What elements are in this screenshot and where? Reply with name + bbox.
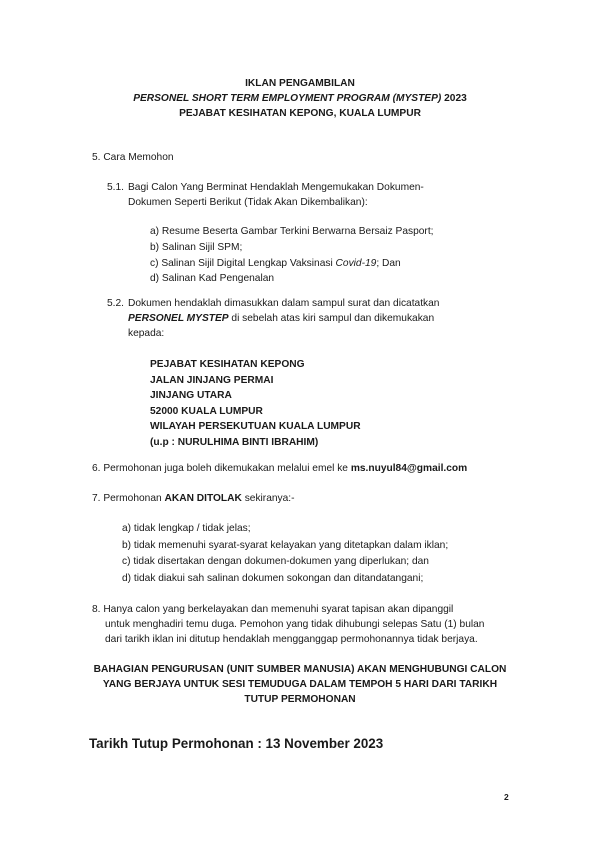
document-item: b) Salinan Sijil SPM; — [150, 241, 243, 253]
document-item: a) Resume Beserta Gambar Terkini Berwarna Bersaiz Pasport; — [150, 226, 434, 237]
address-line: JINJANG UTARA — [150, 390, 232, 401]
section-5-2-line1: Dokumen hendaklah dimasukkan dalam sampul surat dan dicatatkan — [128, 298, 440, 309]
header-program-name: PERSONEL SHORT TERM EMPLOYMENT PROGRAM (MYSTEP) — [133, 93, 442, 104]
document-item: d) Salinan Kad Pengenalan — [150, 273, 275, 285]
rejection-item: d) tidak diakui sah salinan dokumen sokongan dan ditandatangani; — [122, 572, 424, 584]
section-7-prefix: 7. Permohonan — [92, 493, 165, 504]
document-header — [0, 76, 600, 121]
document-item-suffix: ; Dan — [376, 257, 401, 269]
contact-email: ms.nuyul84@gmail.com — [350, 463, 468, 474]
address-line: JALAN JINJANG PERMAI — [150, 374, 274, 386]
rejection-list — [122, 521, 448, 587]
header-program-year: 2023 — [441, 93, 467, 104]
section-6-text: 6. Permohonan juga boleh dikemukakan melalui emel ke — [92, 463, 351, 474]
section-5-2-line3: kepada: — [128, 328, 165, 339]
document-item-text: c) Salinan Sijil Digital Lengkap Vaksinasi — [150, 257, 336, 269]
page-number: 2 — [504, 792, 509, 802]
section-5-2-number: 5.2. — [107, 298, 124, 309]
section-8-line3: dari tarikh iklan ini ditutup hendaklah mengganggap permohonannya tidak berjaya. — [105, 634, 478, 645]
hr-notice-line: BAHAGIAN PENGURUSAN (UNIT SUMBER MANUSIA) AKAN MENGHUBUNGI CALON — [93, 664, 507, 675]
section-7-suffix: sekiranya:- — [241, 493, 295, 504]
hr-notice — [60, 662, 540, 707]
section-5-2-line2-rest: di sebelah atas kiri sampul dan dikemukakan — [228, 313, 435, 324]
section-8 — [92, 602, 512, 647]
section-7-rejected: AKAN DITOLAK — [164, 493, 242, 504]
section-5-1-line2: Dokumen Seperti Berikut (Tidak Akan Dikembalikan): — [128, 197, 368, 208]
rejection-item: a) tidak lengkap / tidak jelas; — [122, 523, 251, 534]
section-5-2-line2 — [128, 311, 434, 326]
address-line: WILAYAH PERSEKUTUAN KUALA LUMPUR — [150, 421, 361, 432]
personel-mystep-label: PERSONEL MYSTEP — [128, 313, 229, 324]
rejection-item: b) tidak memenuhi syarat-syarat kelayakan yang ditetapkan dalam iklan; — [122, 539, 449, 551]
section-8-line1: 8. Hanya calon yang berkelayakan dan memenuhi syarat tapisan akan dipanggil — [92, 604, 454, 615]
address-line: PEJABAT KESIHATAN KEPONG — [150, 359, 305, 370]
rejection-item: c) tidak disertakan dengan dokumen-dokumen yang diperlukan; dan — [122, 556, 429, 567]
section-5-1-line1: Bagi Calon Yang Berminat Hendaklah Mengemukakan Dokumen- — [128, 182, 424, 193]
address-line: (u.p : NURULHIMA BINTI IBRAHIM) — [150, 436, 319, 448]
section-6 — [92, 461, 467, 476]
hr-notice-line: YANG BERJAYA UNTUK SESI TEMUDUGA DALAM TEMPOH 5 HARI DARI TARIKH — [102, 679, 498, 690]
mailing-address — [150, 357, 361, 450]
address-line: 52000 KUALA LUMPUR — [150, 405, 263, 417]
header-title: IKLAN PENGAMBILAN — [245, 78, 355, 89]
hr-notice-line: TUTUP PERMOHONAN — [244, 694, 356, 705]
section-5-1-number: 5.1. — [107, 182, 124, 193]
header-office: PEJABAT KESIHATAN KEPONG, KUALA LUMPUR — [179, 108, 421, 119]
closing-date: Tarikh Tutup Permohonan : 13 November 2023 — [89, 736, 384, 751]
section-5-title: 5. Cara Memohon — [92, 152, 174, 163]
document-item — [150, 256, 433, 272]
documents-list — [150, 224, 433, 287]
section-8-line2: untuk menghadiri temu duga. Pemohon yang tidak dihubungi selepas Satu (1) bulan — [105, 619, 485, 630]
covid-text: Covid-19 — [335, 257, 377, 269]
header-program — [0, 91, 600, 106]
section-7-title — [92, 491, 295, 506]
